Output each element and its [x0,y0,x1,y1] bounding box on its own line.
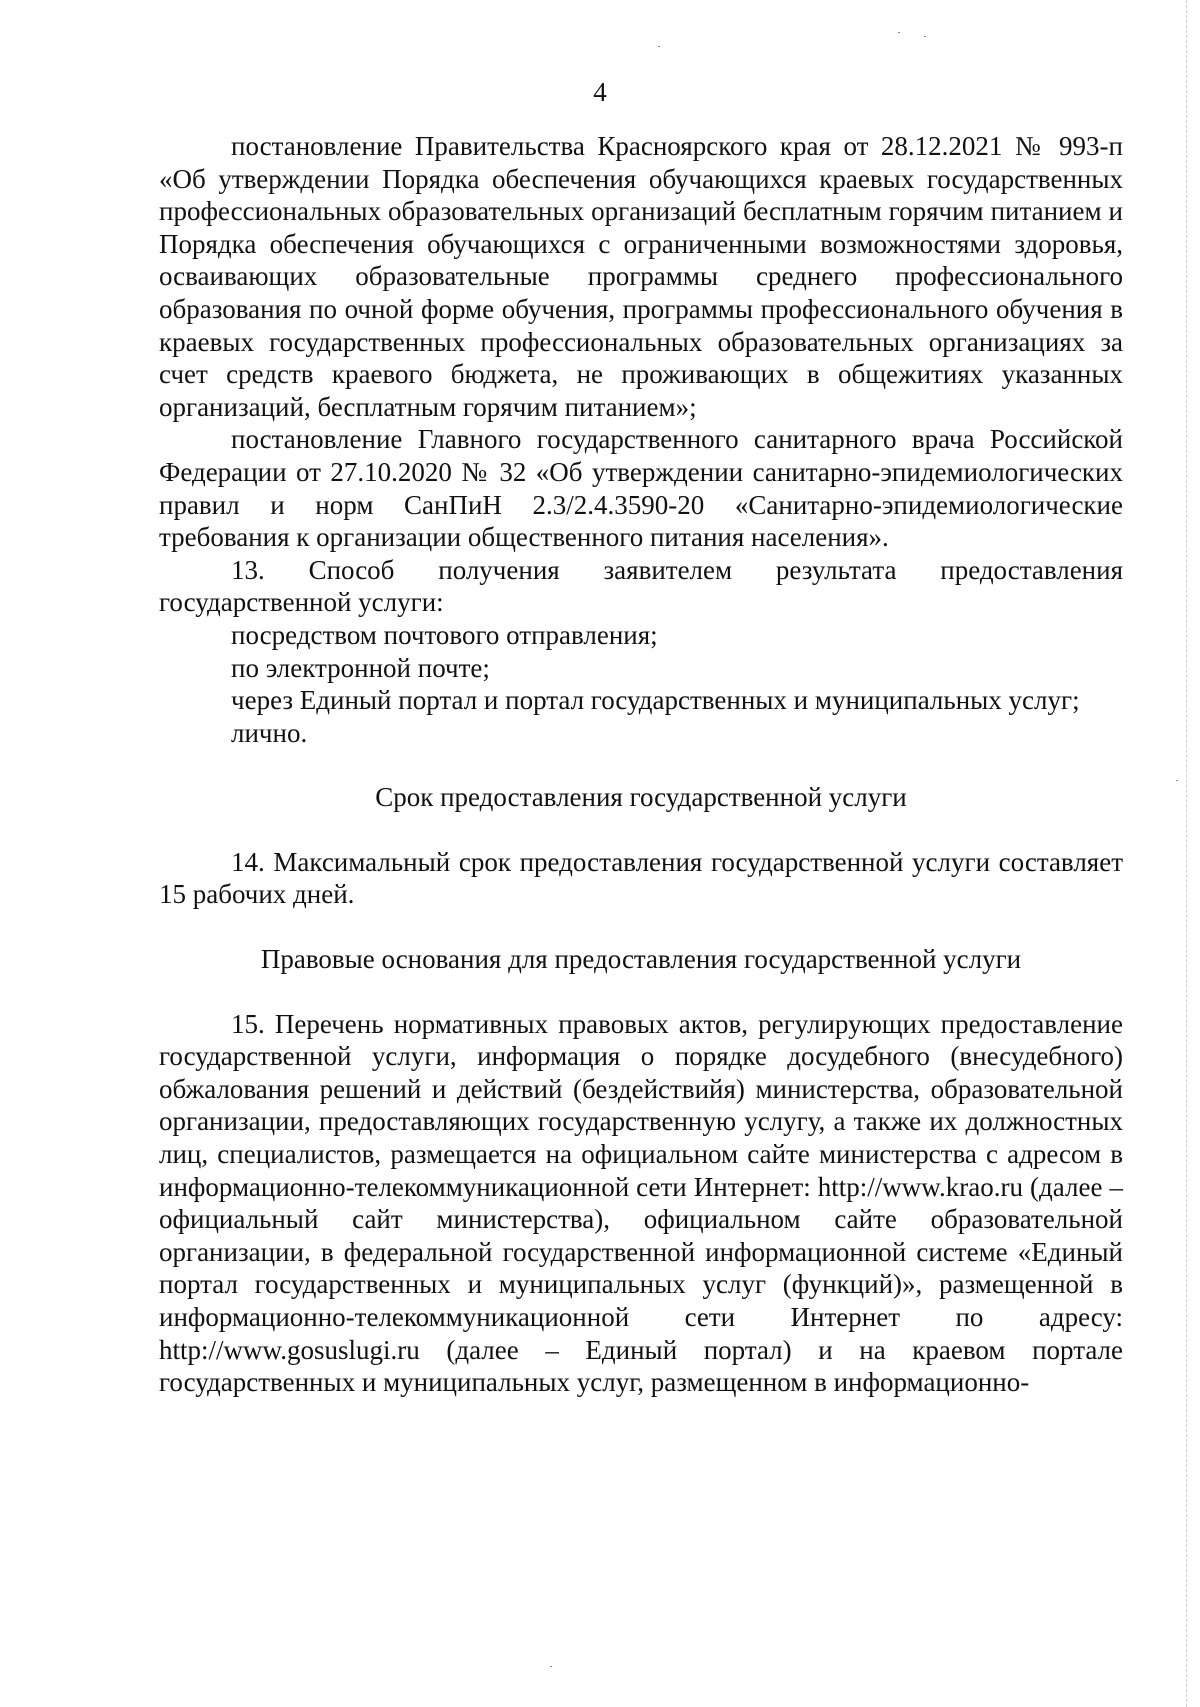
list-item-email: по электронной почте; [231,652,490,683]
section-heading-term: Срок предоставления государственной услуги [375,782,907,813]
page-edge-line [1186,0,1187,1707]
paragraph-item-15: 15. Перечень нормативных правовых актов, регулирующих предоставление государственной услуги, информация о порядке досудебного (внесудебного) обжалования решений и действий (бездействийя) министерства, образовательной организации, предоставляющих государственную услугу, а также их должностных лиц, специалистов, размещается на официальном сайте министерства с адресом в информационно-телекоммуникационной сети Интернет: http://www.krao.ru (далее – официальный сайт министерства), официальном сайте образовательной организации, в федеральной государственной информационной системе «Единый портал государственных и муниципальных услуг (функций)», размещенной в информационно-телекоммуникационной сети Интернет по адресу: http://www.gosuslugi.ru (далее – Единый портал) и на краевом портале государственных и муниципальных услуг, размещенном в информационно- [159,1008,1123,1398]
document-body [159,130,1123,1399]
scan-speck [924,36,926,37]
scan-speck [550,1666,552,1667]
paragraph-item-13: 13. Способ получения заявителем результата предоставления государственной услуги: [159,554,1123,618]
list-item-portal: через Единый портал и портал государственных и муниципальных услуг; [231,685,1080,716]
scan-speck [1176,780,1178,781]
page-number: 4 [593,77,607,107]
paragraph-item-14: 14. Максимальный срок предоставления государственной услуги составляет 15 рабочих дней. [159,846,1123,910]
paragraph-sanpin-decree: постановление Главного государственного санитарного врача Российской Федерации от 27.10.2020 № 32 «Об утверждении санитарно-эпидемиологических правил и норм СанПиН 2.3/2.4.3590-20 «Санитарно-эпидемиологические требования к организации общественного питания населения». [159,424,1123,553]
section-heading-legal-basis: Правовые основания для предоставления государственной услуги [260,944,1022,975]
paragraph-decree-993p: постановление Правительства Красноярского края от 28.12.2021 № 993-п «Об утверждении Порядка обеспечения обучающихся краевых государственных профессиональных образовательных организаций бесплатным горячим питанием и Порядка обеспечения обучающихся с ограниченными возможностями здоровья, осваивающих образовательные программы среднего профессионального образования по очной форме обучения, программы профессионального обучения в краевых государственных профессиональных образовательных организациях за счет средств краевого бюджета, не проживающих в общежитиях указанных организаций, бесплатным горячим питанием»; [159,131,1123,422]
scan-speck [898,32,900,33]
list-item-in-person: лично. [231,717,308,748]
list-item-mail: посредством почтового отправления; [231,619,658,650]
scan-speck [658,46,660,47]
